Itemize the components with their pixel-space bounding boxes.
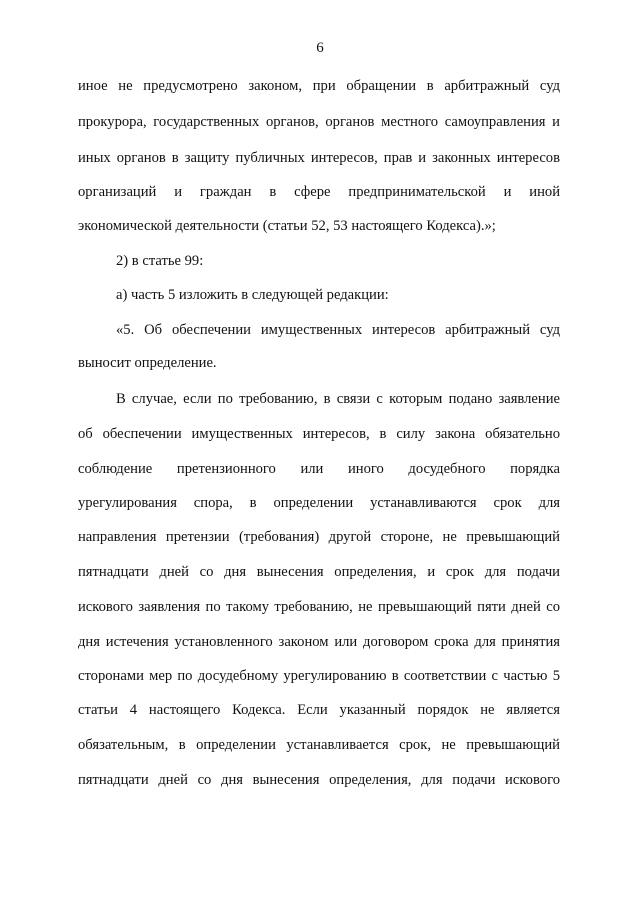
text-line: пятнадцати дней со дня вынесения определения, для подачи искового xyxy=(78,772,560,788)
text-line: обязательным, в определении устанавливается срок, не превышающий xyxy=(78,737,560,753)
text-line: соблюдение претензионного или иного досудебного порядка xyxy=(78,461,560,477)
text-line: выносит определение. xyxy=(78,355,217,371)
text-line: прокурора, государственных органов, органов местного самоуправления и xyxy=(78,114,560,130)
text-line: направления претензии (требования) другой стороне, не превышающий xyxy=(78,529,560,545)
text-line: иное не предусмотрено законом, при обращении в арбитражный суд xyxy=(78,78,560,94)
page-number: 6 xyxy=(316,40,324,56)
text-line: 2) в статье 99: xyxy=(116,253,204,269)
text-line: статьи 4 настоящего Кодекса. Если указанный порядок не является xyxy=(78,702,560,718)
text-line: В случае, если по требованию, в связи с которым подано заявление xyxy=(116,391,560,407)
text-line: урегулирования спора, в определении устанавливаются срок для xyxy=(78,495,560,511)
text-line: дня истечения установленного законом или договором срока для принятия xyxy=(78,634,560,650)
text-line: пятнадцати дней со дня вынесения определения, и срок для подачи xyxy=(78,564,560,580)
text-line: экономической деятельности (статьи 52, 53 настоящего Кодекса).»; xyxy=(78,218,496,234)
text-line: а) часть 5 изложить в следующей редакции: xyxy=(116,287,389,303)
text-line: иных органов в защиту публичных интересов, прав и законных интересов xyxy=(78,150,560,166)
text-line: организаций и граждан в сфере предпринимательской и иной xyxy=(78,184,560,200)
text-line: искового заявления по такому требованию, не превышающий пяти дней со xyxy=(78,599,560,615)
text-line: об обеспечении имущественных интересов, в силу закона обязательно xyxy=(78,426,560,442)
text-line: сторонами мер по досудебному урегулированию в соответствии с частью 5 xyxy=(78,668,560,684)
text-line: «5. Об обеспечении имущественных интересов арбитражный суд xyxy=(116,322,560,338)
